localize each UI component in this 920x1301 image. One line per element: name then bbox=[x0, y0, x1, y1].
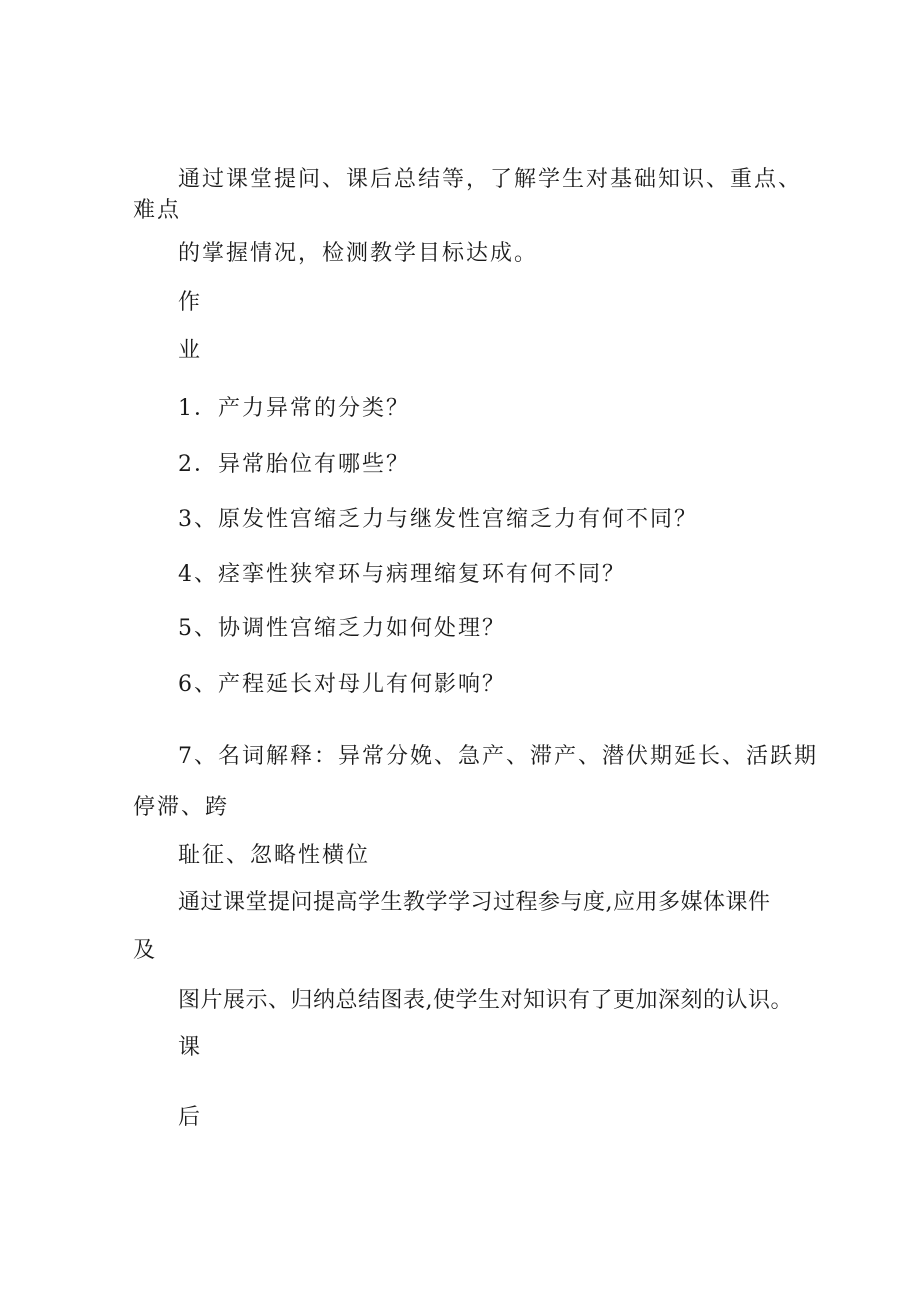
assessment-line-3: 的掌握情况，检测教学目标达成。 bbox=[178, 241, 539, 266]
homework-item-6: 6、产程延长对母儿有何影响？ bbox=[178, 672, 506, 697]
assessment-line-1: 通过课堂提问、课后总结等，了解学生对基础知识、重点、 bbox=[178, 167, 803, 192]
homework-item-1: 1．产力异常的分类？ bbox=[178, 396, 410, 421]
item7-line-1: 7、名词解释：异常分娩、急产、滞产、潜伏期延长、活跃期 bbox=[178, 744, 818, 769]
reflection-line-2: 及 bbox=[133, 938, 158, 963]
homework-heading-char-1: 作 bbox=[178, 290, 203, 315]
afterclass-heading-char-1: 课 bbox=[178, 1035, 203, 1060]
homework-item-2: 2．异常胎位有哪些？ bbox=[178, 452, 410, 477]
homework-item-3: 3、原发性宫缩乏力与继发性宫缩乏力有何不同？ bbox=[178, 507, 698, 532]
homework-item-4: 4、痉挛性狭窄环与病理缩复环有何不同？ bbox=[178, 562, 626, 587]
item7-line-3: 耻征、忽略性横位 bbox=[178, 843, 371, 868]
homework-item-5: 5、协调性宫缩乏力如何处理？ bbox=[178, 616, 506, 641]
item7-line-2: 停滞、跨 bbox=[133, 795, 230, 820]
reflection-line-3: 图片展示、归纳总结图表,使学生对知识有了更加深刻的认识。 bbox=[178, 988, 793, 1013]
homework-heading-char-2: 业 bbox=[178, 338, 203, 363]
assessment-line-2: 难点 bbox=[133, 198, 182, 223]
reflection-line-1: 通过课堂提问提高学生教学学习过程参与度,应用多媒体课件 bbox=[178, 890, 771, 915]
afterclass-heading-char-2: 后 bbox=[178, 1105, 203, 1130]
